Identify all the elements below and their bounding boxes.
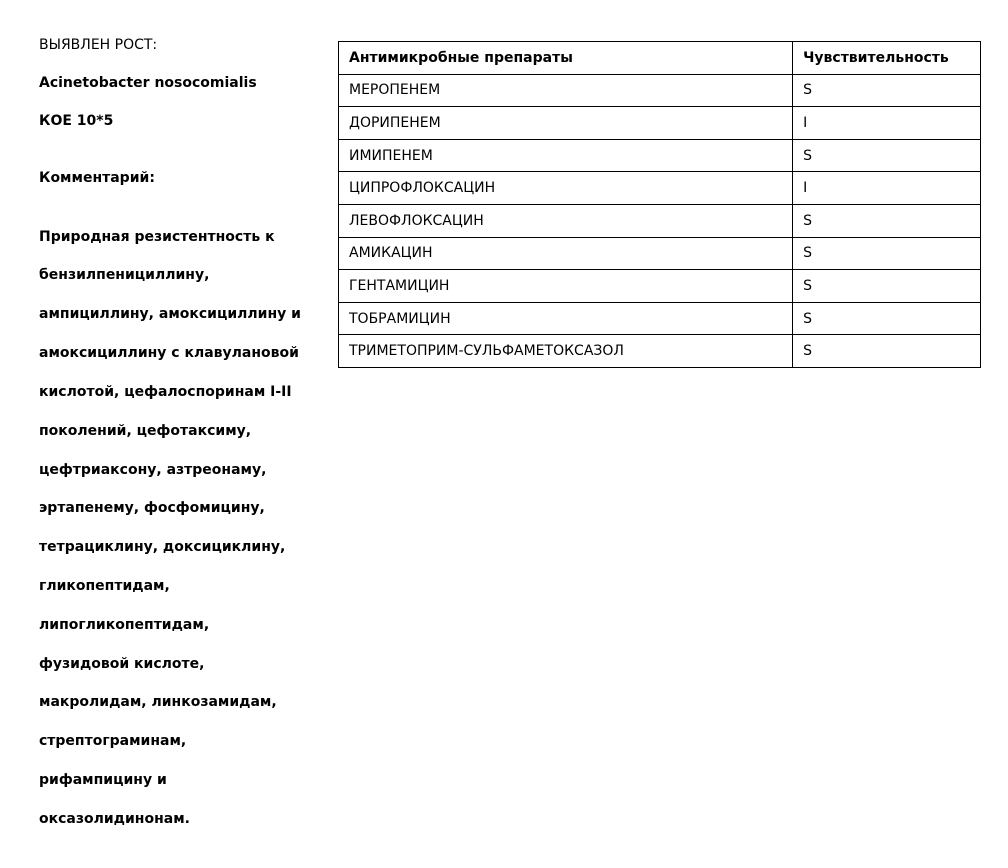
sensitivity-cell: S	[793, 335, 981, 368]
sensitivity-cell: I	[793, 172, 981, 205]
drug-cell: ТРИМЕТОПРИМ-СУЛЬФАМЕТОКСАЗОЛ	[339, 335, 793, 368]
comment-line: Природная резистентность к	[39, 228, 275, 245]
table-row	[339, 172, 981, 205]
comment-line: фузидовой кислоте,	[39, 655, 205, 672]
comment-line: рифампицину и	[39, 772, 167, 788]
sensitivity-cell: S	[793, 204, 981, 237]
sensitivity-cell: S	[793, 139, 981, 172]
report-summary	[39, 36, 329, 868]
table-row	[339, 107, 981, 140]
drug-cell: ТОБРАМИЦИН	[339, 302, 793, 335]
table-row	[339, 204, 981, 237]
drug-cell: ГЕНТАМИЦИН	[339, 270, 793, 303]
comment-text	[39, 208, 329, 848]
sensitivity-cell: I	[793, 107, 981, 140]
comment-line: амоксициллину с клавулановой	[39, 345, 299, 362]
comment-line: эртапенему, фосфомицину,	[39, 500, 265, 517]
organism-name: Acinetobacter nosocomialis	[39, 75, 257, 91]
table-row	[339, 270, 981, 303]
comment-line: липогликопептидам,	[39, 616, 210, 633]
comment-line: поколений, цефотаксиму,	[39, 422, 252, 439]
drug-cell: ЦИПРОФЛОКСАЦИН	[339, 172, 793, 205]
header-drug: Антимикробные препараты	[339, 42, 793, 75]
drug-cell: ЛЕВОФЛОКСАЦИН	[339, 204, 793, 237]
sensitivity-cell: S	[793, 237, 981, 270]
comment-line: бензилпенициллину,	[39, 267, 210, 284]
drug-cell: МЕРОПЕНЕМ	[339, 74, 793, 107]
table-header-row	[339, 42, 981, 75]
drug-cell: АМИКАЦИН	[339, 237, 793, 270]
comment-line: тетрациклину, доксициклину,	[39, 539, 286, 556]
comment-title: Комментарий:	[39, 170, 155, 187]
sensitivity-cell: S	[793, 270, 981, 303]
comment-line: кислотой, цефалоспоринам I-II	[39, 383, 292, 400]
table-row	[339, 302, 981, 335]
growth-label: ВЫЯВЛЕН РОСТ:	[39, 37, 158, 53]
comment-line: цефтриаксону, азтреонаму,	[39, 461, 267, 478]
sensitivity-cell: S	[793, 302, 981, 335]
table-row	[339, 139, 981, 172]
drug-cell: ДОРИПЕНЕМ	[339, 107, 793, 140]
drug-cell: ИМИПЕНЕМ	[339, 139, 793, 172]
sensitivity-cell: S	[793, 74, 981, 107]
comment-block	[39, 150, 329, 868]
susceptibility-table	[338, 41, 981, 368]
comment-line: гликопептидам,	[39, 577, 170, 594]
comment-line: стрептограминам,	[39, 733, 187, 750]
comment-line: оксазолидинонам.	[39, 810, 190, 827]
header-sensitivity: Чувствительность	[793, 42, 981, 75]
table-row	[339, 335, 981, 368]
table-row	[339, 74, 981, 107]
comment-line: ампициллину, амоксициллину и	[39, 306, 301, 323]
cfu-count: КОЕ 10*5	[39, 113, 114, 129]
table-row	[339, 237, 981, 270]
comment-line: макролидам, линкозамидам,	[39, 694, 277, 711]
